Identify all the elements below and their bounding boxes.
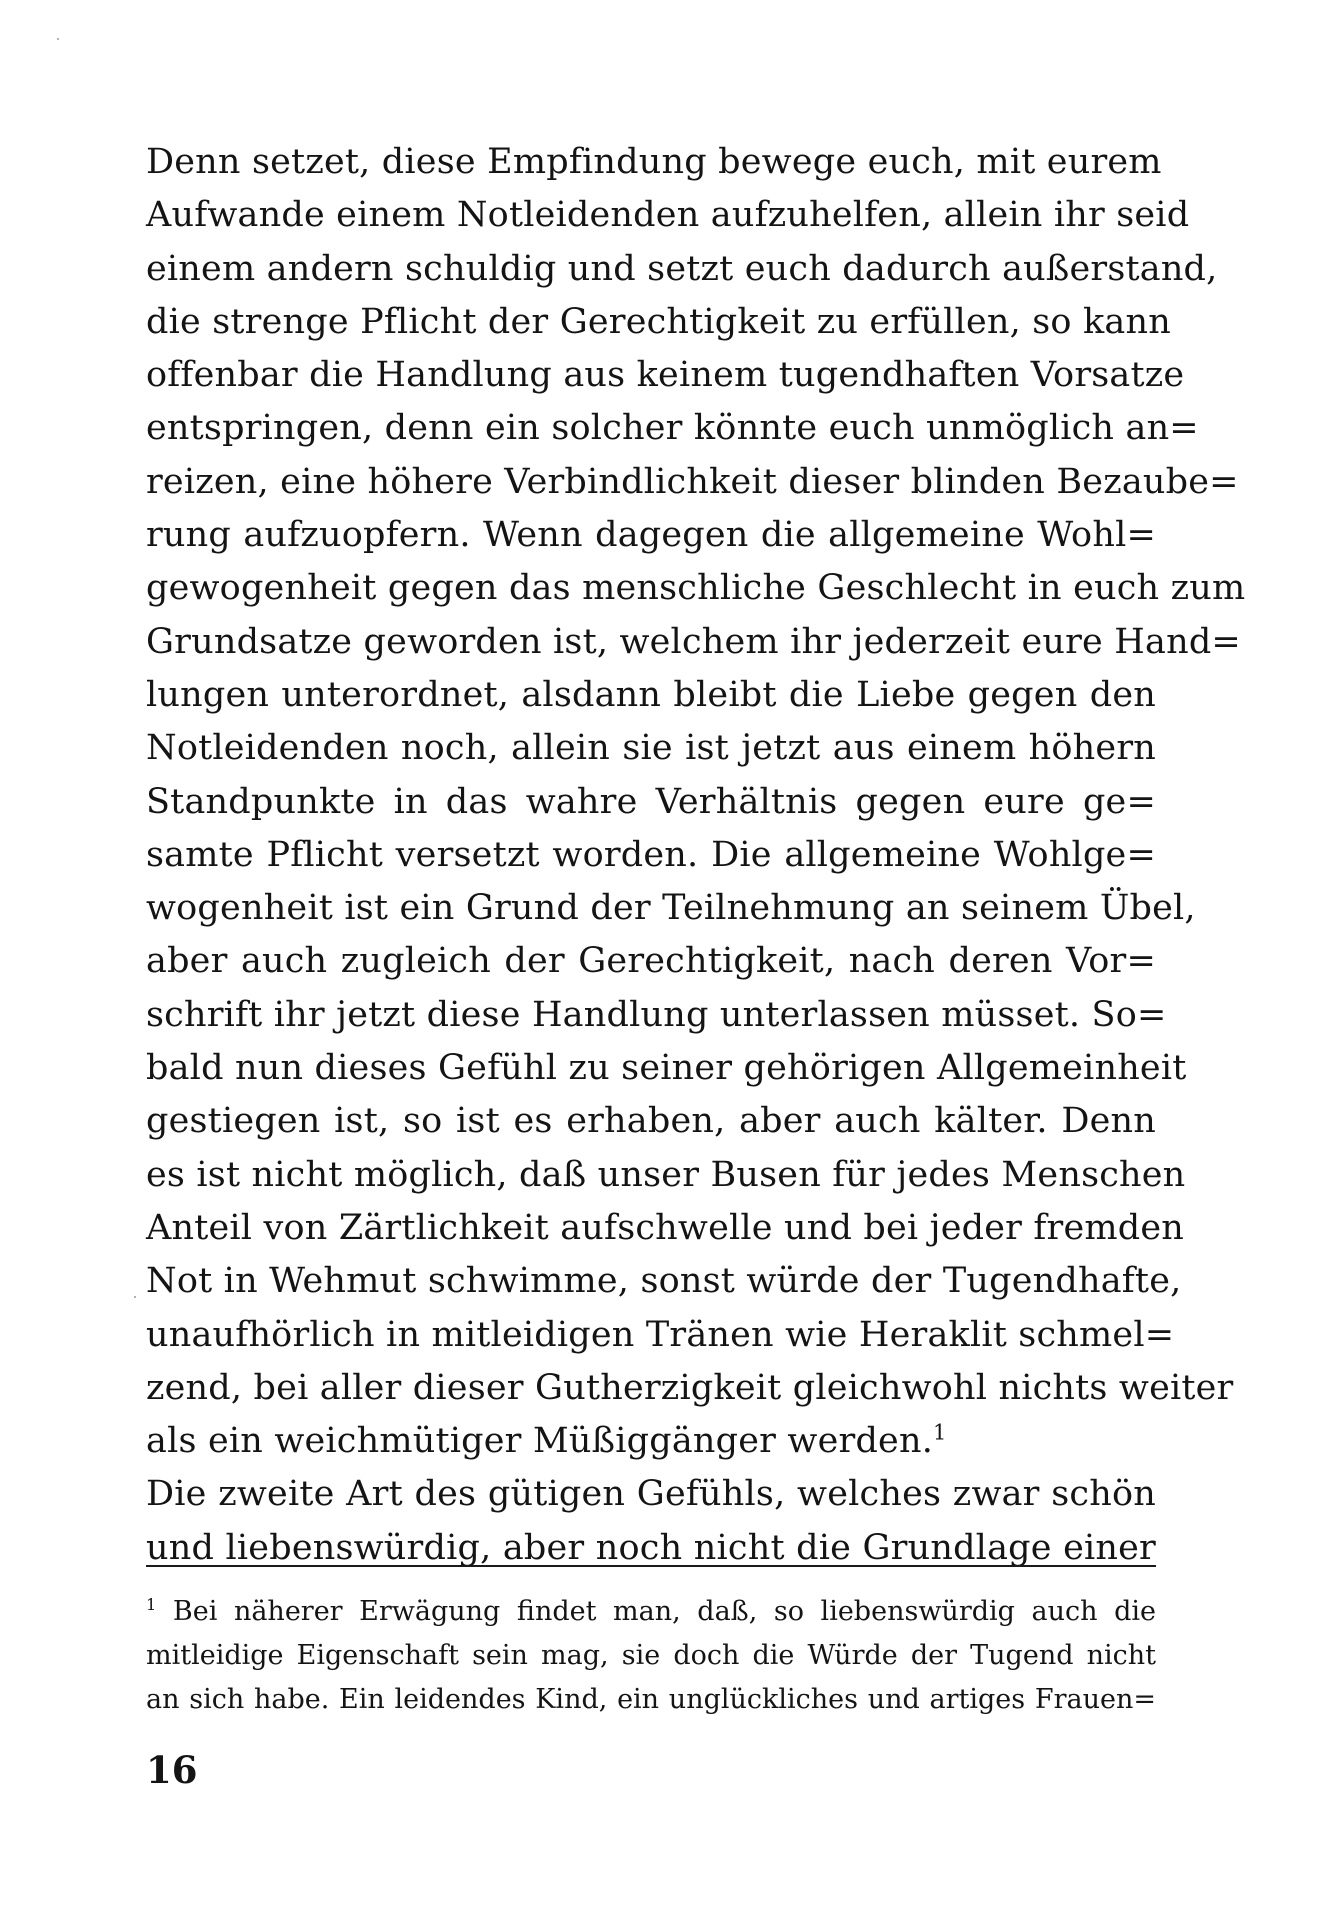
- text-line: Anteil von Zärtlichkeit aufschwelle und bei jeder fremden: [146, 1207, 1185, 1248]
- footnote-line: [146, 1590, 1156, 1634]
- footnote-marker: 1: [146, 1595, 157, 1614]
- text-line: und liebenswürdig, aber noch nicht die Grundlage einer: [146, 1527, 1156, 1568]
- text-line: gewogenheit gegen das menschliche Geschlecht in euch zum: [146, 568, 1246, 609]
- text-line: rung aufzuopfern. Wenn dagegen die allgemeine Wohl=: [146, 515, 1156, 556]
- text-line: aber auch zugleich der Gerechtigkeit, nach deren Vor=: [146, 941, 1156, 982]
- text-line: es ist nicht möglich, daß unser Busen für jedes Menschen: [146, 1154, 1186, 1195]
- body-text: [146, 136, 1246, 1575]
- text-line: zend, bei aller dieser Gutherzigkeit gleichwohl nichts weiter: [146, 1367, 1234, 1408]
- text-line-with-footnote-ref: [146, 1415, 1156, 1468]
- text-line: Denn setzet, diese Empfindung bewege euch, mit eurem: [146, 142, 1162, 182]
- text-line: lungen unterordnet, alsdann bleibt die Liebe gegen den: [146, 674, 1156, 715]
- text-line-content: als ein weichmütiger Müßiggänger werden.: [146, 1421, 934, 1462]
- text-line: offenbar die Handlung aus keinem tugendhaften Vorsatze: [146, 355, 1185, 396]
- footnote: [146, 1590, 1156, 1722]
- text-line: bald nun dieses Gefühl zu seiner gehörigen Allgemeinheit: [146, 1048, 1187, 1089]
- footnote-line: an sich habe. Ein leidendes Kind, ein unglückliches und artiges Frauen=: [146, 1684, 1156, 1715]
- footnote-line: mitleidige Eigenschaft sein mag, sie doch die Würde der Tugend nicht: [146, 1640, 1156, 1671]
- text-line: entspringen, denn ein solcher könnte euch unmöglich an=: [146, 408, 1199, 449]
- text-line: Die zweite Art des gütigen Gefühls, welches zwar schön: [146, 1474, 1156, 1515]
- text-line: wogenheit ist ein Grund der Teilnehmung an seinem Übel,: [146, 888, 1196, 929]
- text-line: gestiegen ist, so ist es erhaben, aber auch kälter. Denn: [146, 1101, 1156, 1142]
- text-line: Notleidenden noch, allein sie ist jetzt aus einem höhern: [146, 728, 1156, 769]
- text-line: einem andern schuldig und setzt euch dadurch außerstand,: [146, 248, 1218, 289]
- text-line: die strenge Pflicht der Gerechtigkeit zu erfüllen, so kann: [146, 301, 1171, 342]
- text-line: schrift ihr jetzt diese Handlung unterlassen müsset. So=: [146, 994, 1167, 1035]
- paper-speck: [134, 1296, 136, 1298]
- text-line: reizen, eine höhere Verbindlichkeit dieser blinden Bezaube=: [146, 461, 1239, 502]
- footnote-reference: 1: [933, 1420, 947, 1445]
- text-line: samte Pflicht versetzt worden. Die allgemeine Wohlge=: [146, 834, 1156, 875]
- paper-speck: [57, 38, 59, 40]
- text-line: Not in Wehmut schwimme, sonst würde der Tugendhafte,: [146, 1261, 1182, 1302]
- footnote-line-content: Bei näherer Erwägung findet man, daß, so liebenswürdig auch die: [172, 1596, 1156, 1627]
- text-line: unaufhörlich in mitleidigen Tränen wie Heraklit schmel=: [146, 1314, 1175, 1355]
- page-number: 16: [146, 1748, 198, 1792]
- text-line: Aufwande einem Notleidenden aufzuhelfen, allein ihr seid: [146, 195, 1190, 236]
- footnote-divider: [146, 1565, 1156, 1567]
- text-line: Grundsatze geworden ist, welchem ihr jederzeit eure Hand=: [146, 621, 1241, 662]
- text-line: Standpunkte in das wahre Verhältnis gegen eure ge=: [146, 781, 1156, 822]
